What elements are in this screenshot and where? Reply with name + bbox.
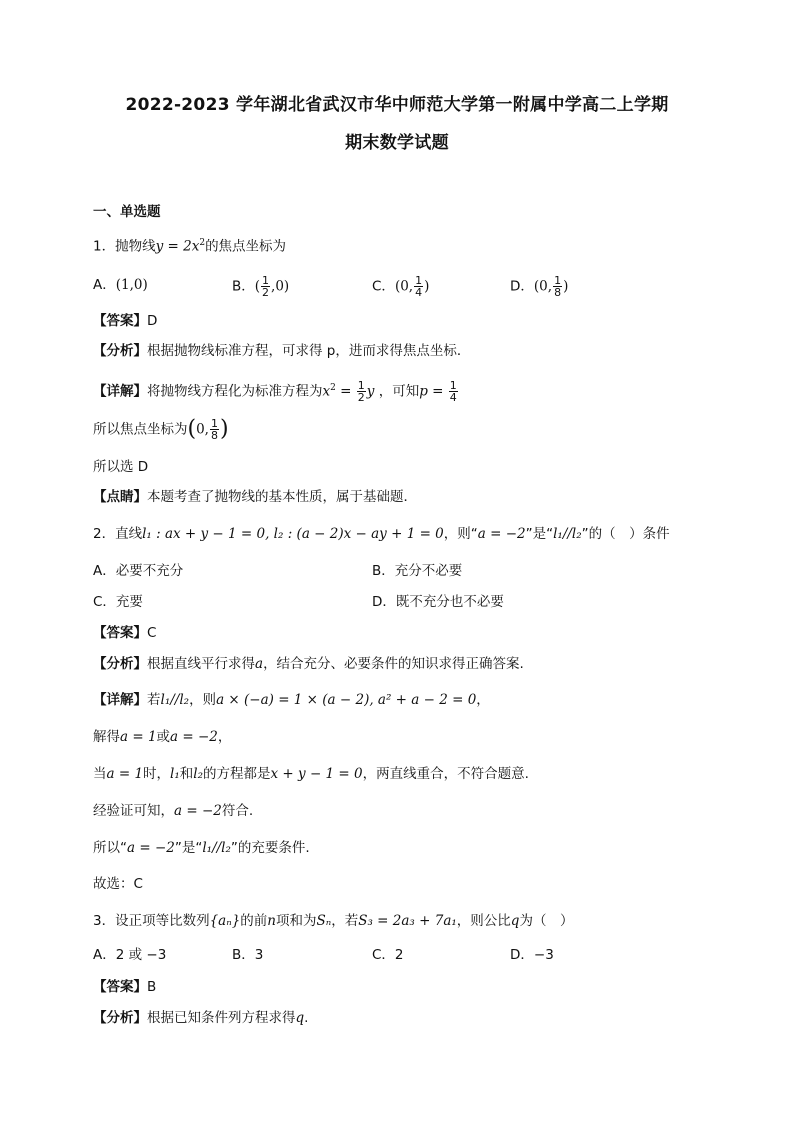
q2-detail-pre: 若 xyxy=(147,692,161,708)
q3-stem-mid3: ，若 xyxy=(331,913,359,929)
q2-verify-pre: 经验证可知， xyxy=(93,803,174,819)
q1-detail xyxy=(93,378,459,403)
q2-stem-prefix: 2．直线 xyxy=(93,526,143,542)
q1-option-d xyxy=(510,275,568,298)
q3-analysis xyxy=(93,1008,308,1028)
q2-stem-mid2: ”是“ xyxy=(525,526,554,542)
q2-answer-tag: 【答案】 xyxy=(93,625,147,641)
q1-stem-math: y = 2x xyxy=(155,238,200,255)
section-heading: 一、单选题 xyxy=(93,204,161,220)
q2-solve-post: ， xyxy=(217,729,232,745)
q3-stem-seq: {aₙ} xyxy=(209,913,241,929)
q2-stem xyxy=(93,524,670,544)
q3-stem-n: n xyxy=(267,913,276,929)
q1-focus-text: 所以焦点坐标为 xyxy=(93,421,188,438)
q3-option-d: D．−3 xyxy=(510,947,554,963)
q1-detail-frac: $\frac{1}{2}$ xyxy=(357,379,365,404)
doc-title-line2: 期末数学试题 xyxy=(345,133,449,153)
q2-case-mid: 时， xyxy=(143,766,171,782)
q2-case-line: x + y − 1 = 0 xyxy=(270,766,363,782)
q1-option-b-post: ,0) xyxy=(271,278,290,295)
q3-option-c: C．2 xyxy=(372,947,404,963)
q2-case-and: 和 xyxy=(179,766,194,782)
q2-concl-post: ”的充要条件. xyxy=(230,840,310,856)
q1-option-b-label: B． xyxy=(232,278,255,295)
q3-stem-q: q xyxy=(510,913,520,929)
q2-detail-tag: 【详解】 xyxy=(93,692,147,708)
q2-option-c: C．充要 xyxy=(93,594,143,610)
q2-analysis-pre: 根据直线平行求得 xyxy=(147,656,255,672)
q1-option-a-label: A． xyxy=(93,277,116,293)
q1-analysis xyxy=(93,341,470,361)
q3-stem-mid2: 项和为 xyxy=(276,913,317,929)
q3-analysis-q: q xyxy=(295,1010,305,1026)
q2-detail-mid: ，则 xyxy=(189,692,217,708)
q1-detail-text: 将抛物线方程化为标准方程为 xyxy=(147,383,323,400)
q2-analysis-a: a xyxy=(255,656,264,672)
q2-case-l1: l₁ xyxy=(170,766,180,782)
q1-stem-prefix: 1．抛物线 xyxy=(93,238,156,255)
q1-option-b-pre: ( xyxy=(254,278,261,295)
q1-analysis-text: 根据抛物线标准方程，可求得 p，进而求得焦点坐标． xyxy=(147,343,471,359)
q2-case-pre: 当 xyxy=(93,766,107,782)
q1-focus xyxy=(93,418,229,441)
q2-option-b: B．充分不必要 xyxy=(372,563,463,579)
q2-detail-par: l₁//l₂ xyxy=(160,692,190,708)
q3-analysis-pre: 根据已知条件列方程求得 xyxy=(147,1010,296,1026)
q2-option-d: D．既不充分也不必要 xyxy=(372,594,504,610)
q1-detail-p: p = xyxy=(419,383,448,400)
q2-analysis-tag: 【分析】 xyxy=(93,656,147,672)
q2-case-post: ，两直线重合，不符合题意. xyxy=(362,766,529,782)
q2-stem-par: l₁//l₂ xyxy=(553,526,582,542)
q1-option-d-pre: (0, xyxy=(533,278,553,295)
q3-analysis-post: . xyxy=(304,1010,309,1026)
q2-solve xyxy=(93,727,231,747)
q1-detail-y: y xyxy=(366,383,375,400)
q1-option-d-label: D． xyxy=(510,278,534,295)
q1-comment-text: 本题考查了抛物线的基本性质，属于基础题． xyxy=(147,489,417,505)
q1-detail-exp: 2 xyxy=(330,383,336,393)
q1-stem-exp: 2 xyxy=(199,238,206,248)
q3-answer xyxy=(93,977,156,997)
q1-detail-tag: 【详解】 xyxy=(93,383,147,400)
q2-solve-eq1: a = 1 xyxy=(120,729,157,745)
q1-focus-rparen: ) xyxy=(219,416,229,442)
q2-detail-post: ， xyxy=(476,692,490,708)
q1-option-c-frac: $\frac{1}{4}$ xyxy=(415,274,423,299)
q1-option-d-post: ) xyxy=(563,278,569,295)
q3-stem-suffix: 为（ ） xyxy=(519,913,574,929)
q2-stem-suffix: ”的（ ）条件 xyxy=(581,526,670,542)
q2-verify xyxy=(93,801,253,821)
q1-answer xyxy=(93,311,157,331)
q1-focus-pre: 0, xyxy=(196,421,209,438)
q2-analysis-post: ，结合充分、必要条件的知识求得正确答案. xyxy=(263,656,524,672)
q1-stem-suffix: 的焦点坐标为 xyxy=(205,238,287,255)
q1-focus-frac: $\frac{1}{8}$ xyxy=(210,417,218,442)
q3-analysis-tag: 【分析】 xyxy=(93,1010,147,1026)
q3-option-a: A．2 或 −3 xyxy=(93,947,167,963)
q1-detail-eq: = xyxy=(335,383,356,400)
q2-case-mid2: 的方程都是 xyxy=(203,766,271,782)
q1-answer-tag: 【答案】 xyxy=(93,313,147,329)
q2-detail xyxy=(93,690,490,710)
q3-stem-s: Sₙ xyxy=(316,913,332,929)
q1-focus-lparen: ( xyxy=(187,416,197,442)
q2-answer-value: C xyxy=(147,625,157,641)
q1-detail-x: x xyxy=(322,383,331,400)
q2-detail-eq: a × (−a) = 1 × (a − 2), a² + a − 2 = 0 xyxy=(216,692,477,708)
q3-answer-value: B xyxy=(147,979,157,995)
q2-concl-eq: a = −2 xyxy=(127,840,175,856)
q1-option-a-value: (1,0) xyxy=(115,277,148,293)
q2-conclusion xyxy=(93,838,310,858)
q1-stem xyxy=(93,233,286,257)
q1-option-b-frac: $\frac{1}{2}$ xyxy=(262,274,270,299)
q2-case-l2: l₂ xyxy=(193,766,204,782)
q3-stem-mid1: 的前 xyxy=(240,913,268,929)
q2-solve-pre: 解得 xyxy=(93,729,120,745)
q2-case-eq: a = 1 xyxy=(106,766,144,782)
q1-option-b xyxy=(232,275,289,298)
q3-option-b: B．3 xyxy=(232,947,264,963)
q2-concl-mid: ”是“ xyxy=(174,840,203,856)
q2-option-a: A．必要不充分 xyxy=(93,563,184,579)
q1-option-a xyxy=(93,275,148,295)
q1-choose: 所以选 D xyxy=(93,459,149,475)
q3-stem xyxy=(93,911,573,931)
q2-case xyxy=(93,764,529,784)
q2-answer xyxy=(93,623,156,643)
q2-concl-par: l₁//l₂ xyxy=(202,840,231,856)
q1-option-d-frac: $\frac{1}{8}$ xyxy=(554,274,562,299)
q2-choose: 故选：C xyxy=(93,876,143,892)
q1-option-c xyxy=(372,275,429,298)
q1-option-c-post: ) xyxy=(424,278,430,295)
q1-comment-tag: 【点睛】 xyxy=(93,489,147,505)
q2-solve-or: 或 xyxy=(156,729,171,745)
q2-analysis xyxy=(93,654,524,674)
q2-concl-pre: 所以“ xyxy=(93,840,127,856)
q1-option-c-pre: (0, xyxy=(394,278,414,295)
q1-answer-value: D xyxy=(147,313,158,329)
q3-stem-eq: S₃ = 2a₃ + 7a₁ xyxy=(358,913,457,929)
q3-answer-tag: 【答案】 xyxy=(93,979,147,995)
q2-stem-mid: ，则“ xyxy=(443,526,478,542)
q2-stem-cond: a = −2 xyxy=(477,526,526,542)
q3-stem-mid4: ，则公比 xyxy=(456,913,511,929)
q2-solve-eq2: a = −2 xyxy=(170,729,218,745)
q1-comment xyxy=(93,487,417,507)
q3-stem-prefix: 3．设正项等比数列 xyxy=(93,913,210,929)
q1-detail-mid: ，可知 xyxy=(374,383,420,400)
q1-option-c-label: C． xyxy=(372,278,395,295)
q2-verify-post: 符合. xyxy=(221,803,254,819)
q1-analysis-tag: 【分析】 xyxy=(93,343,147,359)
q1-detail-p-frac: $\frac{1}{4}$ xyxy=(449,379,457,404)
doc-title-line1: 2022-2023 学年湖北省武汉市华中师范大学第一附属中学高二上学期 xyxy=(125,95,669,115)
q2-verify-eq: a = −2 xyxy=(174,803,222,819)
q2-stem-math: l₁ : ax + y − 1 = 0, l₂ : (a − 2)x − ay + 1 = 0 xyxy=(142,526,444,542)
